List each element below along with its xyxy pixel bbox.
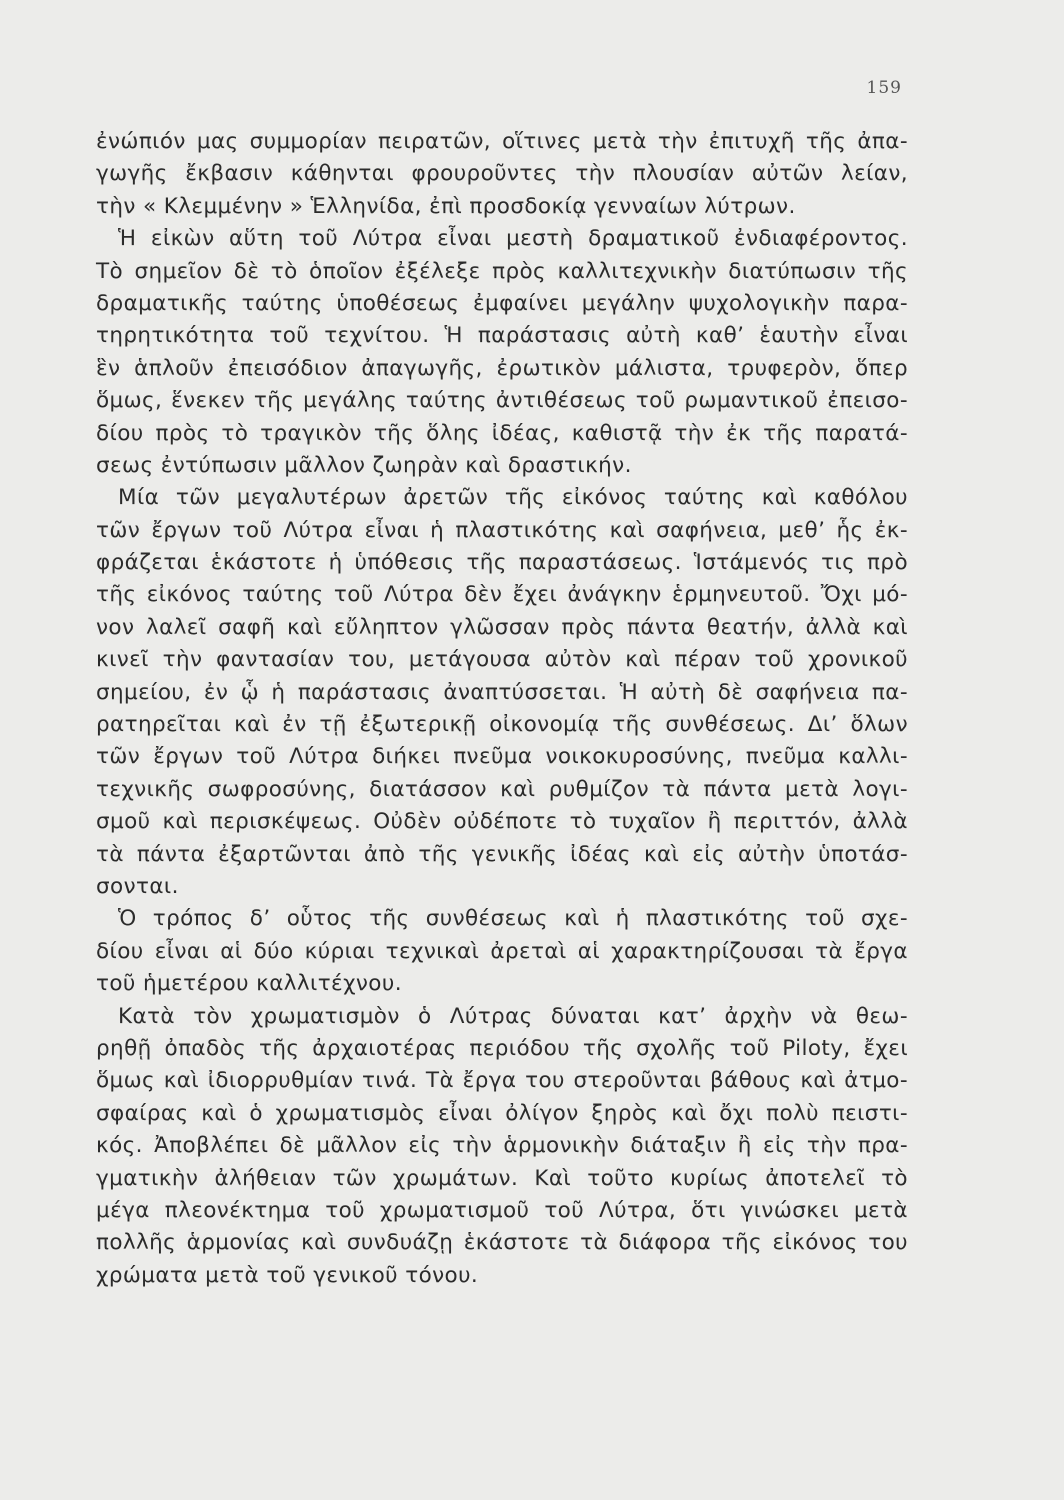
paragraph — [96, 1001, 908, 1293]
text-line: Ἡ εἰκὼν αὕτη τοῦ Λύτρα εἶναι μεστὴ δραματικοῦ ἐνδιαφέροντος. — [118, 226, 908, 252]
text-line: χρώματα μετὰ τοῦ γενικοῦ τόνου. — [96, 1262, 479, 1288]
text-line: τῶν ἔργων τοῦ Λύτρα διήκει πνεῦμα νοικοκυροσύνης, πνεῦμα καλλι- — [96, 744, 908, 770]
text-line: ρατηρεῖται καὶ ἐν τῇ ἐξωτερικῇ οἰκονομίᾳ τῆς συνθέσεως. Δι’ ὅλων — [96, 712, 908, 738]
text-line: τὰ πάντα ἐξαρτῶνται ἀπὸ τῆς γενικῆς ἰδέας καὶ εἰς αὐτὴν ὑποτάσ- — [96, 841, 908, 867]
text-line: σονται. — [96, 873, 179, 899]
text-line: κός. Ἀποβλέπει δὲ μᾶλλον εἰς τὴν ἁρμονικὴν διάταξιν ἢ εἰς τὴν πρα- — [96, 1133, 908, 1159]
text-line: σφαίρας καὶ ὁ χρωματισμὸς εἶναι ὀλίγον ξηρὸς καὶ ὄχι πολὺ πειστι- — [96, 1100, 908, 1126]
text-line: τηρητικότητα τοῦ τεχνίτου. Ἡ παράστασις αὐτὴ καθ’ ἑαυτὴν εἶναι — [96, 323, 908, 349]
paragraph — [96, 223, 908, 482]
page-number: 159 — [866, 78, 902, 98]
text-line: Μία τῶν μεγαλυτέρων ἀρετῶν τῆς εἰκόνος ταύτης καὶ καθόλου — [118, 485, 908, 511]
text-line: ὅμως, ἕνεκεν τῆς μεγάλης ταύτης ἀντιθέσεως τοῦ ρωμαντικοῦ ἐπεισο- — [96, 388, 908, 414]
text-body — [96, 126, 908, 1292]
text-line: τῶν ἔργων τοῦ Λύτρα εἶναι ἡ πλαστικότης καὶ σαφήνεια, μεθ’ ἧς ἐκ- — [96, 517, 908, 543]
text-line: τεχνικῆς σωφροσύνης, διατάσσον καὶ ρυθμίζον τὰ πάντα μετὰ λογι- — [96, 776, 908, 802]
text-line: νον λαλεῖ σαφῆ καὶ εὔληπτον γλῶσσαν πρὸς πάντα θεατήν, ἀλλὰ καὶ — [96, 614, 908, 640]
text-line: μέγα πλεονέκτημα τοῦ χρωματισμοῦ τοῦ Λύτρα, ὅτι γινώσκει μετὰ — [96, 1197, 908, 1223]
text-line: σημείου, ἐν ᾧ ἡ παράστασις ἀναπτύσσεται. Ἡ αὐτὴ δὲ σαφήνεια πα- — [96, 679, 908, 705]
text-line: ἓν ἁπλοῦν ἐπεισόδιον ἀπαγωγῆς, ἐρωτικὸν μάλιστα, τρυφερὸν, ὅπερ — [96, 355, 908, 381]
text-line: δραματικῆς ταύτης ὑποθέσεως ἐμφαίνει μεγάλην ψυχολογικὴν παρα- — [96, 290, 908, 316]
text-line: κινεῖ τὴν φαντασίαν του, μετάγουσα αὐτὸν καὶ πέραν τοῦ χρονικοῦ — [96, 647, 908, 673]
text-line: γματικὴν ἀλήθειαν τῶν χρωμάτων. Καὶ τοῦτο κυρίως ἀποτελεῖ τὸ — [96, 1165, 908, 1191]
paragraph — [96, 903, 908, 1000]
text-line: δίου πρὸς τὸ τραγικὸν τῆς ὅλης ἰδέας, καθιστᾷ τὴν ἐκ τῆς παρατά- — [96, 420, 908, 446]
text-line: σμοῦ καὶ περισκέψεως. Οὐδὲν οὐδέποτε τὸ τυχαῖον ἢ περιττόν, ἀλλὰ — [96, 809, 908, 835]
text-line: δίου εἶναι αἱ δύο κύριαι τεχνικαὶ ἀρεταὶ αἱ χαρακτηρίζουσαι τὰ ἔργα — [96, 938, 908, 964]
text-line: φράζεται ἑκάστοτε ἡ ὑπόθεσις τῆς παραστάσεως. Ἱστάμενός τις πρὸ — [96, 550, 908, 576]
paragraph — [96, 126, 908, 223]
paragraph — [96, 482, 908, 903]
text-line: ρηθῇ ὀπαδὸς τῆς ἀρχαιοτέρας περιόδου τῆς σχολῆς τοῦ Piloty, ἔχει — [96, 1035, 908, 1061]
text-line: τὴν « Κλεμμένην » Ἑλληνίδα, ἐπὶ προσδοκίᾳ γενναίων λύτρων. — [96, 193, 796, 219]
text-line: Τὸ σημεῖον δὲ τὸ ὁποῖον ἐξέλεξε πρὸς καλλιτεχνικὴν διατύπωσιν τῆς — [96, 258, 908, 284]
text-line: τῆς εἰκόνος ταύτης τοῦ Λύτρα δὲν ἔχει ἀνάγκην ἑρμηνευτοῦ. Ὄχι μό- — [96, 582, 908, 608]
text-line: πολλῆς ἁρμονίας καὶ συνδυάζῃ ἑκάστοτε τὰ διάφορα τῆς εἰκόνος του — [96, 1230, 908, 1256]
text-line: Ὁ τρόπος δ’ οὗτος τῆς συνθέσεως καὶ ἡ πλαστικότης τοῦ σχε- — [118, 906, 908, 932]
text-line: ἐνώπιόν μας συμμορίαν πειρατῶν, οἵτινες μετὰ τὴν ἐπιτυχῆ τῆς ἀπα- — [96, 129, 908, 154]
text-line: ὅμως καὶ ἰδιορρυθμίαν τινά. Τὰ ἔργα του στεροῦνται βάθους καὶ ἀτμο- — [96, 1068, 908, 1094]
text-line: τοῦ ἡμετέρου καλλιτέχνου. — [96, 971, 402, 997]
text-line: γωγῆς ἔκβασιν κάθηνται φρουροῦντες τὴν πλουσίαν αὐτῶν λείαν, — [96, 161, 908, 187]
text-line: Κατὰ τὸν χρωματισμὸν ὁ Λύτρας δύναται κατ’ ἀρχὴν νὰ θεω- — [118, 1003, 908, 1029]
text-line: σεως ἐντύπωσιν μᾶλλον ζωηρὰν καὶ δραστικήν. — [96, 452, 632, 478]
